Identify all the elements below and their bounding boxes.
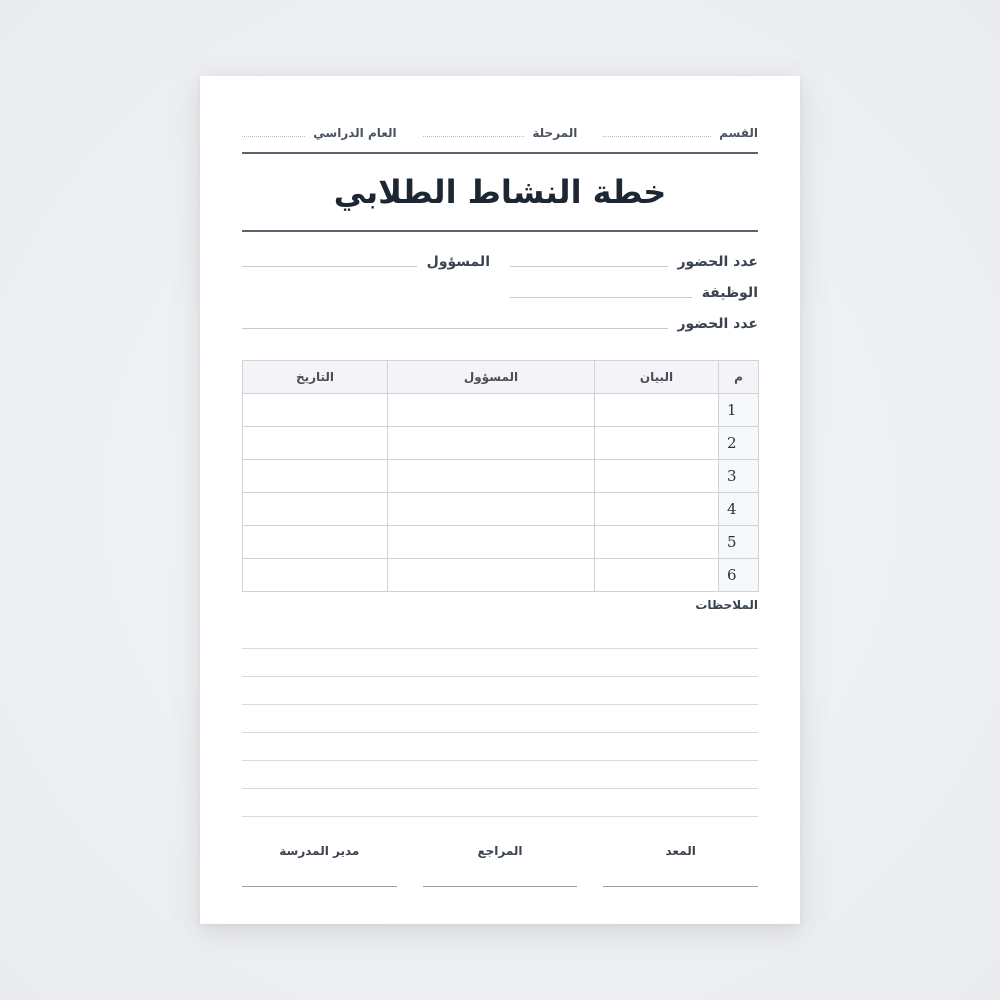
attendance-input-2[interactable] [242,328,668,329]
signature-preparer [603,844,758,887]
statement-cell[interactable] [595,460,719,493]
date-cell[interactable] [243,526,388,559]
job-label: الوظيفة [701,285,758,301]
responsible-input[interactable] [242,266,417,267]
signature-preparer-line[interactable] [603,886,758,887]
attendance-label-2: عدد الحضور [677,316,758,332]
responsible-label: المسؤول [426,254,490,270]
row-number: 1 [719,394,759,427]
signature-reviewer [423,844,578,887]
table-row [243,559,759,592]
meta-year-label: العام الدراسي [313,126,397,140]
date-cell[interactable] [243,394,388,427]
row-number: 5 [719,526,759,559]
page-title: خطة النشاط الطلابي [333,173,667,211]
job-input[interactable] [510,297,692,298]
notes-line[interactable] [242,732,758,733]
column-header-date: التاريخ [243,361,388,394]
statement-cell[interactable] [595,493,719,526]
notes-label: الملاحظات [695,598,758,612]
notes-line[interactable] [242,704,758,705]
table-row [243,394,759,427]
column-header-responsible: المسؤول [388,361,595,394]
meta-year [242,120,397,140]
column-header-number: م [719,361,759,394]
meta-year-field[interactable] [242,136,305,137]
statement-cell[interactable] [595,427,719,460]
attendance-field-1 [510,254,758,270]
responsible-cell[interactable] [388,460,595,493]
table-row [243,460,759,493]
table-row [243,526,759,559]
date-cell[interactable] [243,559,388,592]
responsible-cell[interactable] [388,559,595,592]
signature-principal [242,844,397,887]
date-cell[interactable] [243,427,388,460]
meta-stage-label: المرحلة [532,126,578,140]
notes-line[interactable] [242,760,758,761]
column-header-statement: البيان [595,361,719,394]
meta-department-field[interactable] [603,136,711,137]
signature-principal-line[interactable] [242,886,397,887]
statement-cell[interactable] [595,559,719,592]
attendance-label-1: عدد الحضور [677,254,758,270]
notes-line[interactable] [242,788,758,789]
header-divider-top [242,152,758,154]
plan-table [242,360,759,592]
row-number: 2 [719,427,759,460]
row-number: 6 [719,559,759,592]
meta-stage [423,120,578,140]
document-sheet [200,76,800,924]
signature-reviewer-label: المراجع [477,844,523,858]
meta-row [242,120,758,140]
signature-preparer-label: المعد [665,844,696,858]
row-number: 4 [719,493,759,526]
responsible-cell[interactable] [388,526,595,559]
responsible-field [242,254,490,270]
table-row [243,427,759,460]
date-cell[interactable] [243,460,388,493]
notes-line[interactable] [242,816,758,817]
responsible-cell[interactable] [388,427,595,460]
table-row [243,493,759,526]
statement-cell[interactable] [595,526,719,559]
signature-principal-label: مدير المدرسة [279,844,360,858]
meta-department [603,120,758,140]
attendance-field-2 [242,316,758,332]
notes-line[interactable] [242,676,758,677]
job-field [510,285,758,301]
date-cell[interactable] [243,493,388,526]
notes-line[interactable] [242,648,758,649]
signature-reviewer-line[interactable] [423,886,578,887]
row-number: 3 [719,460,759,493]
attendance-input-1[interactable] [510,266,668,267]
meta-department-label: القسم [719,126,758,140]
table-header-row [243,361,759,394]
responsible-cell[interactable] [388,394,595,427]
header-divider-bottom [242,230,758,232]
signature-row [242,844,758,887]
meta-stage-field[interactable] [423,136,525,137]
statement-cell[interactable] [595,394,719,427]
responsible-cell[interactable] [388,493,595,526]
